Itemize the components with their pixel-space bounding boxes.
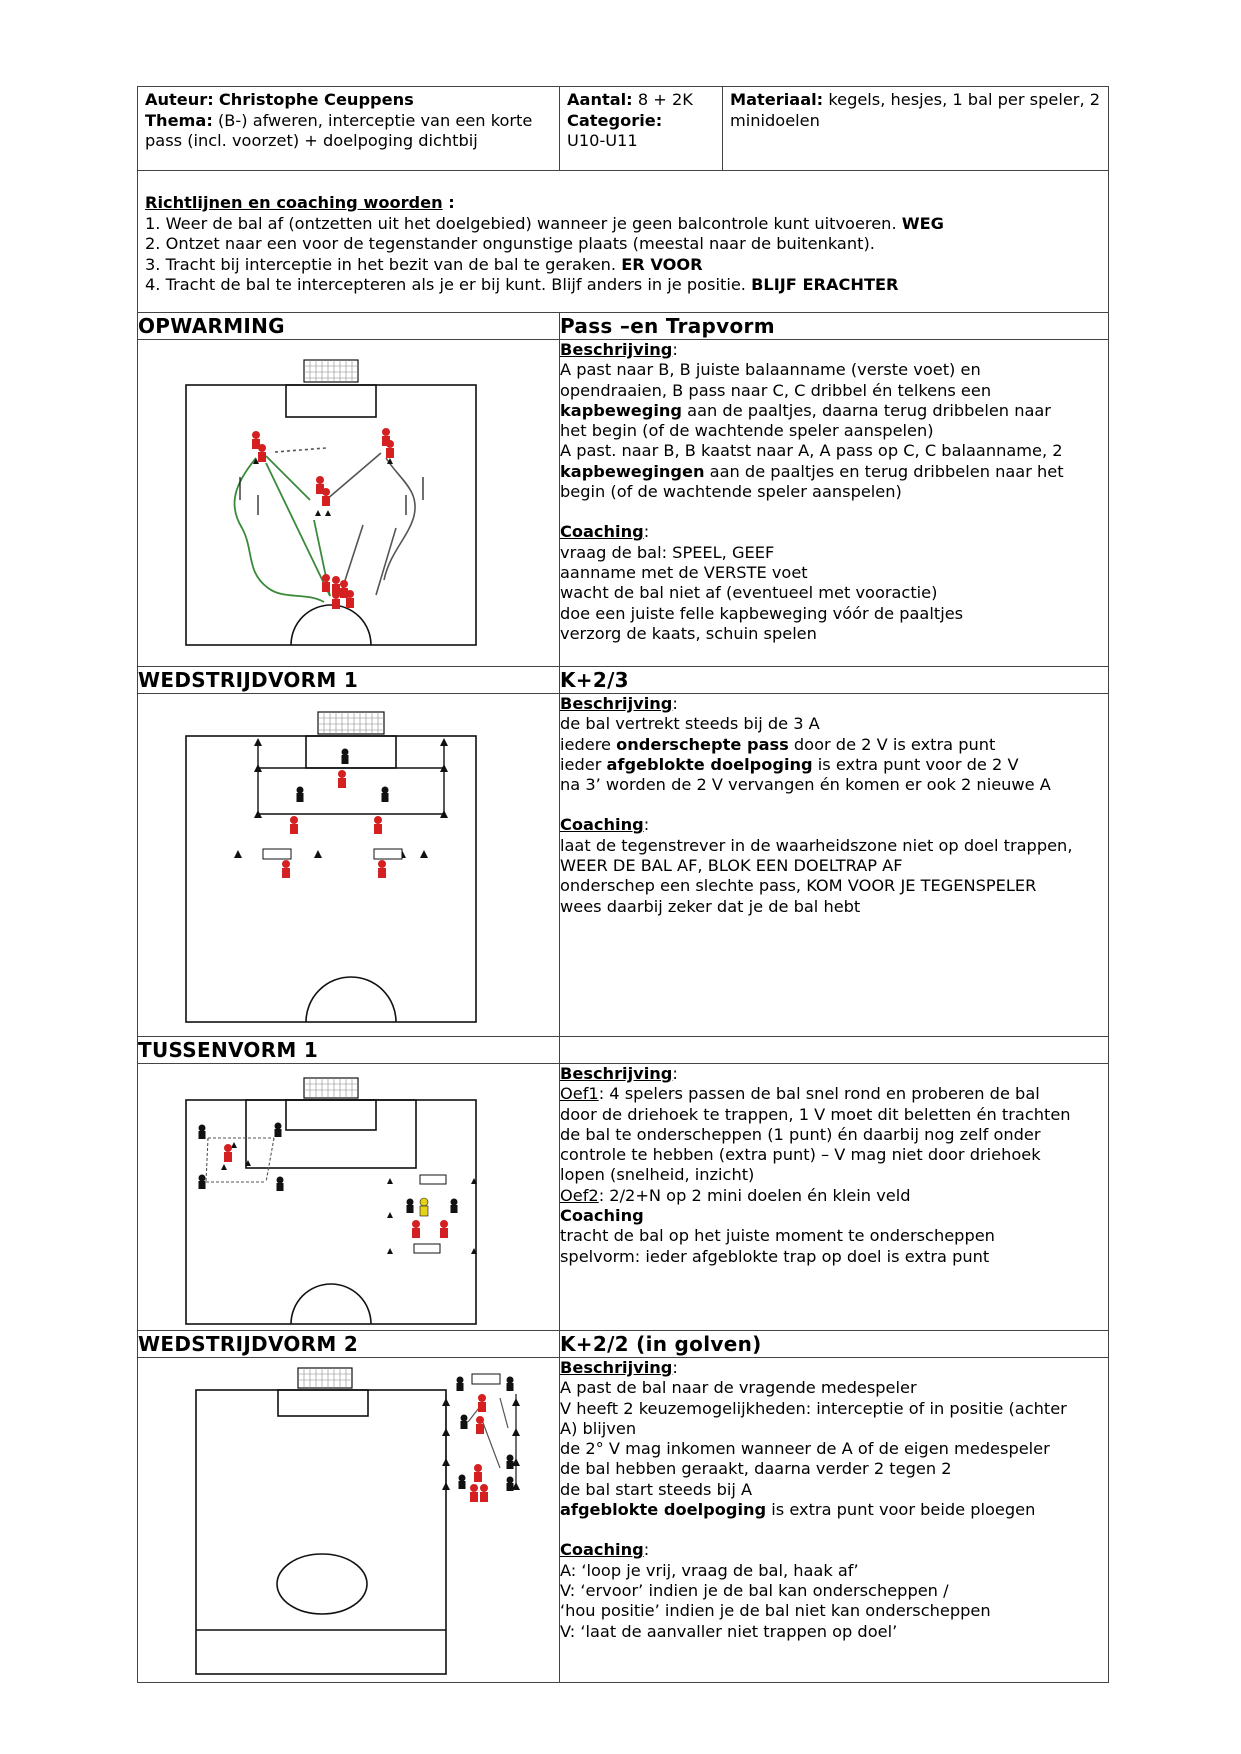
diagram-cell-intermediate	[138, 1064, 560, 1331]
section-title-row	[138, 667, 1109, 694]
author-theme-cell	[138, 87, 560, 171]
coaching-line: verzorg de kaats, schuin spelen	[560, 623, 817, 643]
section-title-intermediate: TUSSENVORM 1	[138, 1037, 560, 1064]
description-line: ieder afgeblokte doelpoging is extra punt voor de 2 V	[560, 754, 1019, 774]
section-subtitle-match2: K+2/2 (in golven)	[560, 1331, 1109, 1358]
section-title-row	[138, 1331, 1109, 1358]
section-title-warmup: OPWARMING	[138, 313, 560, 340]
section-content-row	[138, 340, 1109, 667]
coaching-line: wacht de bal niet af (eventueel met vooractie)	[560, 583, 938, 603]
coaching-line: spelvorm: ieder afgeblokte trap op doel is extra punt	[560, 1246, 990, 1266]
section-subtitle-match1: K+2/3	[560, 667, 1109, 694]
category: U10-U11	[567, 131, 638, 150]
description-label: Beschrijving	[560, 1064, 673, 1083]
coaching-label: Coaching	[560, 1540, 644, 1560]
coaching-label: Coaching	[560, 815, 644, 835]
guidelines-row	[138, 171, 1109, 313]
section-content-row	[138, 694, 1109, 1037]
section-content-row	[138, 1064, 1109, 1331]
guideline-item: 2. Ontzet naar een voor de tegenstander ongunstige plaats (meestal naar de buitenkant).	[145, 234, 875, 253]
description-line: kapbeweging aan de paaltjes, daarna terug dribbelen naar	[560, 400, 1051, 420]
author: Christophe Ceuppens	[218, 90, 414, 109]
description-line: door de driehoek te trappen, 1 V moet dit beletten én trachten	[560, 1104, 1071, 1124]
coaching-line: aanname met de VERSTE voet	[560, 562, 808, 582]
document-page	[137, 86, 1108, 1683]
author-label: Auteur:	[145, 90, 214, 109]
description-line: A past de bal naar de vragende medespeler	[560, 1378, 917, 1398]
guidelines-colon: :	[442, 193, 455, 212]
section-subtitle-intermediate	[560, 1037, 1109, 1064]
description-label: Beschrijving	[560, 340, 673, 359]
diagram-cell-match1	[138, 694, 560, 1037]
coaching-line: tracht de bal op het juiste moment te onderscheppen	[560, 1226, 995, 1246]
description-cell-intermediate: Beschrijving: Oef1: 4 spelers passen de bal snel rond en proberen de bal door de driehoek te trappen, 1 V moet dit beletten én trachten de bal te onderscheppen (1 punt) én daarbij nog zelf onder controle te hebben (extra punt) – V mag niet door driehoek lopen (snelheid, inzicht) Oef2: 2/2+N op 2 mini doelen én klein veld Coaching tracht de bal op het juiste moment te onderscheppen spelvorm: ieder afgeblokte trap op doel is extra punt	[560, 1064, 1109, 1331]
description-line: A) blijven	[560, 1418, 637, 1438]
description-line: het begin (of de wachtende speler aanspelen)	[560, 421, 934, 441]
material: kegels, hesjes, 1 bal per speler, 2 minidoelen	[730, 90, 1101, 130]
coaching-line: doe een juiste felle kapbeweging vóór de paaltjes	[560, 603, 964, 623]
description-line: de bal hebben geraakt, daarna verder 2 tegen 2	[560, 1459, 952, 1479]
description-line: Oef1: 4 spelers passen de bal snel rond en proberen de bal	[560, 1084, 1040, 1104]
description-line: Oef2: 2/2+N op 2 mini doelen én klein veld	[560, 1185, 911, 1205]
description-line: opendraaien, B pass naar C, C dribbel én telkens een	[560, 380, 992, 400]
exercise1-label: Oef1	[560, 1084, 599, 1104]
description-line: kapbewegingen aan de paaltjes en terug dribbelen naar het	[560, 461, 1064, 481]
warmup-diagram	[138, 340, 560, 666]
diagram-cell-warmup	[138, 340, 560, 667]
guideline-item: 3. Tracht bij interceptie in het bezit van de bal te geraken. ER VOOR	[145, 254, 703, 274]
section-subtitle-warmup: Pass –en Trapvorm	[560, 313, 1109, 340]
theme-label: Thema:	[145, 110, 213, 130]
diagram-cell-match2	[138, 1358, 560, 1683]
description-line: A past. naar B, B kaatst naar A, A pass op C, C balaanname, 2	[560, 441, 1063, 461]
description-line: de bal te onderscheppen (1 punt) én daarbij nog zelf onder	[560, 1124, 1041, 1144]
description-label: Beschrijving	[560, 694, 673, 713]
guidelines-cell	[138, 171, 1109, 313]
guideline-item: 4. Tracht de bal te intercepteren als je er bij kunt. Blijf anders in je positie. BLIJF ERACHTER	[145, 275, 899, 294]
coaching-label: Coaching	[560, 1206, 644, 1226]
description-cell-match1: Beschrijving: de bal vertrekt steeds bij de 3 A iedere onderschepte pass door de 2 V is extra punt ieder afgeblokte doelpoging is extra punt voor de 2 V na 3’ worden de 2 V vervangen én komen er ook 2 nieuwe A Coaching: laat de tegenstrever in de waarheidszone niet op doel trappen, WEER DE BAL AF, BLOK EEN DOELTRAP AF onderschep een slechte pass, KOM VOOR JE TEGENSPELER wees daarbij zeker dat je de bal hebt	[560, 694, 1109, 1037]
coaching-line: A: ‘loop je vrij, vraag de bal, haak af’	[560, 1560, 859, 1580]
coaching-line: wees daarbij zeker dat je de bal hebt	[560, 896, 861, 916]
count-label: Aantal:	[567, 90, 633, 109]
description-line: de 2° V mag inkomen wanneer de A of de eigen medespeler	[560, 1439, 1050, 1459]
description-line: V heeft 2 keuzemogelijkheden: interceptie of in positie (achter	[560, 1398, 1067, 1418]
coaching-line: laat de tegenstrever in de waarheidszone niet op doel trappen,	[560, 835, 1073, 855]
section-title-row	[138, 313, 1109, 340]
description-cell-match2: Beschrijving: A past de bal naar de vragende medespeler V heeft 2 keuzemogelijkheden: interceptie of in positie (achter A) blijven de 2° V mag inkomen wanneer de A of de eigen medespeler de bal hebben geraakt, daarna verder 2 tegen 2 de bal start steeds bij A afgeblokte doelpoging is extra punt voor beide ploegen Coaching: A: ‘loop je vrij, vraag de bal, haak af’ V: ‘ervoor’ indien je de bal kan onderscheppen / ‘hou positie’ indien je de bal niet kan onderscheppen V: ‘laat de aanvaller niet trappen op doel’	[560, 1358, 1109, 1683]
header-row	[138, 87, 1109, 171]
description-line: controle te hebben (extra punt) – V mag niet door driehoek	[560, 1145, 1041, 1165]
description-line: na 3’ worden de 2 V vervangen én komen er ook 2 nieuwe A	[560, 775, 1051, 795]
exercise2-label: Oef2	[560, 1185, 599, 1205]
match1-diagram	[138, 694, 560, 1036]
description-line: begin (of de wachtende speler aanspelen)	[560, 482, 902, 502]
description-line: iedere onderschepte pass door de 2 V is extra punt	[560, 734, 996, 754]
description-line: A past naar B, B juiste balaanname (verste voet) en	[560, 360, 981, 380]
section-content-row	[138, 1358, 1109, 1683]
match2-diagram	[138, 1358, 560, 1682]
coaching-line: WEER DE BAL AF, BLOK EEN DOELTRAP AF	[560, 856, 903, 876]
training-sheet	[137, 86, 1109, 1683]
category-label: Categorie:	[567, 110, 663, 130]
section-title-match2: WEDSTRIJDVORM 2	[138, 1331, 560, 1358]
coaching-line: ‘hou positie’ indien je de bal niet kan onderscheppen	[560, 1601, 991, 1621]
count-category-cell	[560, 87, 723, 171]
coaching-line: V: ‘ervoor’ indien je de bal kan onderscheppen /	[560, 1580, 949, 1600]
intermediate-diagram	[138, 1064, 560, 1330]
coaching-label: Coaching	[560, 522, 644, 542]
guidelines-title: Richtlijnen en coaching woorden	[145, 193, 443, 212]
description-line: lopen (snelheid, inzicht)	[560, 1165, 755, 1185]
coaching-line: onderschep een slechte pass, KOM VOOR JE TEGENSPELER	[560, 876, 1037, 896]
material-cell	[723, 87, 1109, 171]
player-count: 8 + 2K	[637, 90, 693, 109]
description-line: de bal start steeds bij A	[560, 1479, 753, 1499]
guideline-item: 1. Weer de bal af (ontzetten uit het doelgebied) wanneer je geen balcontrole kunt uitvoeren. WEG	[145, 213, 944, 233]
material-label: Materiaal:	[730, 90, 824, 109]
section-title-match1: WEDSTRIJDVORM 1	[138, 667, 560, 694]
theme: (B-) afweren, interceptie van een korte pass (incl. voorzet) + doelpoging dichtbij	[145, 110, 533, 150]
description-line: de bal vertrekt steeds bij de 3 A	[560, 714, 820, 734]
description-cell-warmup: Beschrijving: A past naar B, B juiste balaanname (verste voet) en opendraaien, B pass naar C, C dribbel én telkens een kapbeweging aan de paaltjes, daarna terug dribbelen naar het begin (of de wachtende speler aanspelen) A past. naar B, B kaatst naar A, A pass op C, C balaanname, 2 kapbewegingen aan de paaltjes en terug dribbelen naar het begin (of de wachtende speler aanspelen) Coaching: vraag de bal: SPEEL, GEEF aanname met de VERSTE voet wacht de bal niet af (eventueel met vooractie) doe een juiste felle kapbeweging vóór de paaltjes verzorg de kaats, schuin spelen	[560, 340, 1109, 667]
coaching-line: vraag de bal: SPEEL, GEEF	[560, 542, 775, 562]
section-title-row	[138, 1037, 1109, 1064]
description-line: afgeblokte doelpoging is extra punt voor beide ploegen	[560, 1500, 1036, 1520]
coaching-line: V: ‘laat de aanvaller niet trappen op doel’	[560, 1621, 898, 1641]
description-label: Beschrijving	[560, 1358, 673, 1377]
